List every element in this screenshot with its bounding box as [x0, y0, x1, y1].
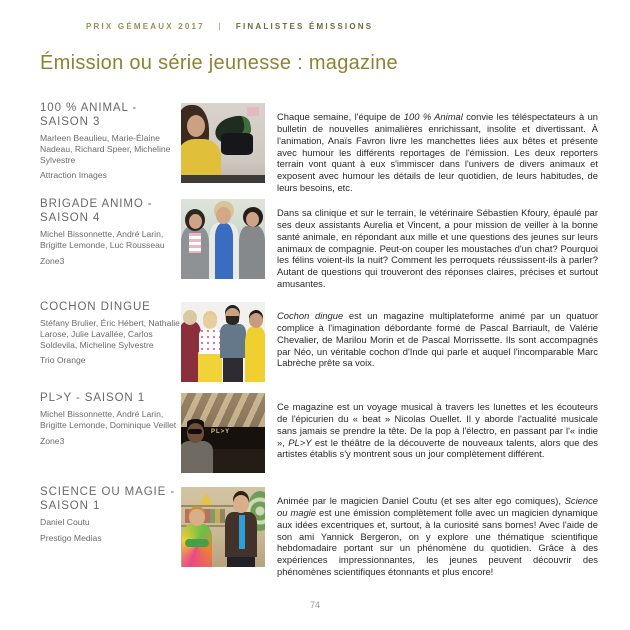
- entry-credits: [40, 485, 182, 544]
- photo-person: [246, 212, 259, 227]
- photo-person: [216, 207, 231, 224]
- vet-and-assistants-photo: [181, 199, 265, 279]
- header-section-label: FINALISTES ÉMISSIONS: [235, 22, 374, 31]
- photo-person: [249, 313, 263, 328]
- page-header: [86, 22, 373, 31]
- show-description: Dans sa clinique et sur le terrain, le vétérinaire Sébastien Kfoury, épaulé par ses deux assistants Aurelia et Vincent, a pour mission de veiller à la bonne santé animale, en répondant aux mille et une questions des jeunes sur leurs animaux de compagnie. Peut-on couper les moustaches d'un chat? Pourquoi les félins voient-ils la nuit? Comment les perroquets réussissent-ils à parler? Autant de questions qui trouveront des réponses claires, précises et surtout amusantes.: [277, 207, 598, 289]
- page-number: 74: [309, 600, 320, 610]
- photo-person: [183, 310, 197, 325]
- photo-person: [233, 495, 249, 513]
- host-sunglasses-photo: [181, 393, 265, 473]
- production-company: Prestigo Medias: [40, 532, 102, 543]
- photo-person: [203, 314, 217, 329]
- photo-detail: [199, 493, 213, 505]
- show-title: COCHON DINGUE: [40, 301, 151, 313]
- photo-person: [226, 316, 239, 325]
- photo-person: [245, 327, 265, 382]
- show-title: BRIGADE ANIMO - SAISON 4: [40, 198, 153, 224]
- show-description: Chaque semaine, l'équipe de 100 % Animal convie les téléspectateurs à un bulletin de nouvelles animalières enrichissant, insolite et divertissant. À l'animation, Anaïs Favron livre les manchettes liées aux bêtes et présente avec humour les différents reportages de l'émission. Les deux reporters terrain vont quant à eux s'immiscer dans l'univers de divers animaux et exposent avec humour les détails de leur quotidien, de leurs habitudes, de leurs besoins, etc.: [277, 111, 598, 193]
- show-title: 100 % ANIMAL - SAISON 3: [40, 102, 138, 128]
- photo-person: [227, 557, 255, 567]
- photo-person: [189, 214, 202, 229]
- photo-person: [189, 233, 201, 253]
- photo-person: [198, 352, 222, 382]
- photo-detail: [247, 107, 259, 116]
- producers-names: Daniel Coutu: [40, 517, 90, 527]
- magician-hosts-photo: [181, 487, 265, 567]
- photo-person: [189, 509, 205, 526]
- photo-person: [185, 539, 209, 547]
- production-company: Attraction Images: [40, 170, 107, 181]
- entry-credits: [40, 197, 182, 266]
- entry-credits: [40, 391, 182, 446]
- producers-names: Michel Bissonnette, André Larin, Brigitte Lemonde, Luc Rousseau: [40, 229, 165, 250]
- photo-person: [220, 324, 246, 358]
- show-description: Cochon dingue est un magazine multiplateforme animé par un quatuor complice à l'imagination débordante formé de Pascal Barriault, de Valérie Chevalier, de Marilou Morin et de Pascal Morrissette. Ils sont accompagnés par Néo, un véritable cochon d'Inde qui parle et auquel l'incomparable Marc Labrèche prête sa voix.: [277, 310, 598, 369]
- show-title: PL>Y - SAISON 1: [40, 392, 146, 404]
- four-hosts-photo: [181, 302, 265, 382]
- photo-detail: [221, 133, 253, 155]
- photo-sign-text: PL>Y: [211, 429, 231, 435]
- show-description: Animée par le magicien Daniel Coutu (et ses alter ego comiques), Science ou magie est une émission complètement folle avec un magicien dynamique aux idées excentriques et, surtout, à la curiosité sans bornes! Avec l'aide de son ami Yannick Bergeron, on y explore une thématique scientifique hebdomadaire portant sur un phénomène du quotidien. Grâce à des expériences impressionnantes, les jeunes peuvent découvrir des phénomènes scientifiques étonnants et plus encore!: [277, 495, 598, 577]
- photo-person: [187, 115, 205, 137]
- producers-names: Marleen Beaulieu, Marie-Élaine Nadeau, Richard Speer, Micheline Sylvestre: [40, 133, 171, 165]
- show-title: SCIENCE OU MAGIE - SAISON 1: [40, 486, 176, 512]
- photo-person: [199, 328, 221, 354]
- production-company: Zone3: [40, 435, 65, 446]
- header-separator: |: [218, 22, 223, 31]
- producers-names: Stéfany Brulier, Éric Hébert, Nathalie Larose, Julie Lavallée, Carlos Soldevila, Micheline Sylvestre: [40, 318, 180, 350]
- sunglasses-detail: [188, 429, 202, 434]
- category-title: Émission ou série jeunesse : magazine: [40, 52, 398, 74]
- photo-detail: [181, 175, 265, 183]
- entry-credits: [40, 300, 182, 366]
- photo-person: [209, 223, 239, 279]
- show-description: Ce magazine est un voyage musical à travers les lunettes et les écouteurs de l'épicurien du « beat » Nicolas Ouellet. Il y aborde l'actualité musicale sans jamais se prendre la tête. De la pop à l'électro, en passant par l'« indie », PL>Y est le théâtre de la découverte de nouveaux talents, alors que des artistes établis s'y montrent sous un jour complètement différent.: [277, 401, 598, 460]
- photo-person: [239, 515, 245, 549]
- entry-credits: [40, 101, 182, 181]
- production-company: Trio Orange: [40, 355, 86, 366]
- photo-person: [223, 357, 243, 382]
- host-with-parrot-photo: [181, 103, 265, 183]
- photo-person: [181, 441, 213, 473]
- photo-person: [239, 226, 265, 279]
- production-company: Zone3: [40, 255, 65, 266]
- award-brand-label: PRIX GÉMEAUX 2017: [86, 22, 205, 31]
- producers-names: Michel Bissonnette, André Larin, Brigitte Lemonde, Dominique Veillet: [40, 409, 177, 430]
